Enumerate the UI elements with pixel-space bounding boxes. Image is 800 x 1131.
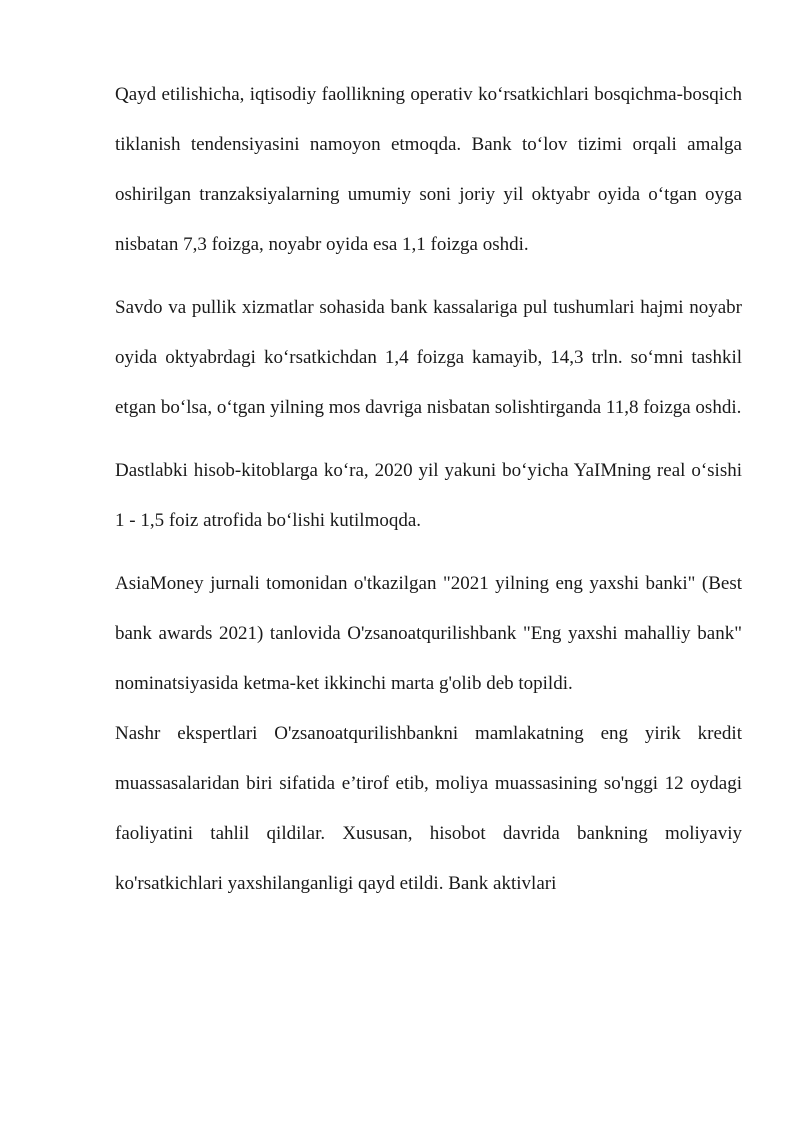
paragraph-economic-activity: Qayd etilishicha, iqtisodiy faollikning operativ koʻrsatkichlari bosqichma-bosqich tiklanish tendensiyasini namoyon etmoqda. Bank toʻlov tizimi orqali amalga oshirilgan tranzaksiyalarning umumiy soni joriy yil oktyabr oyida oʻtgan oyga nisbatan 7,3 foizga, noyabr oyida esa 1,1 foizga oshdi. (115, 84, 742, 255)
paragraph-asiamoney-award: AsiaMoney jurnali tomonidan o'tkazilgan "2021 yilning eng yaxshi banki" (Best bank awards 2021) tanlovida O'zsanoatqurilishbank "Eng yaxshi mahalliy bank" nominatsiyasida ketma-ket ikkinchi marta g'olib deb topildi. (115, 573, 742, 694)
paragraph-cash-receipts: Savdo va pullik xizmatlar sohasida bank kassalariga pul tushumlari hajmi noyabr oyida oktyabrdagi koʻrsatkichdan 1,4 foizga kamayib, 14,3 trln. soʻmni tashkil etgan boʻlsa, oʻtgan yilning mos davriga nisbatan solishtirganda 11,8 foizga oshdi. (115, 297, 742, 418)
paragraph-gdp-growth: Dastlabki hisob-kitoblarga koʻra, 2020 yil yakuni boʻyicha YaIMning real oʻsishi 1 - 1,5 foiz atrofida boʻlishi kutilmoqda. (115, 460, 742, 531)
paragraph-experts-analysis: Nashr ekspertlari O'zsanoatqurilishbankni mamlakatning eng yirik kredit muassasalaridan biri sifatida e’tirof etib, moliya muassasining so'nggi 12 oydagi faoliyatini tahlil qildilar. Xususan, hisobot davrida bankning moliyaviy ko'rsatkichlari yaxshilanganligi qayd etildi. Bank aktivlari (115, 723, 742, 894)
document-page (115, 70, 742, 909)
